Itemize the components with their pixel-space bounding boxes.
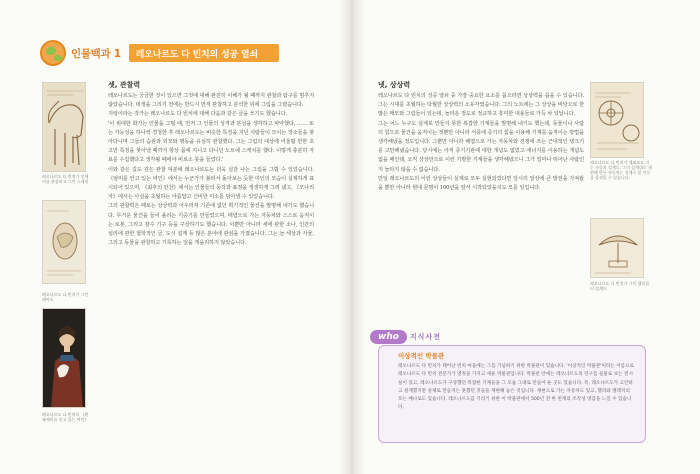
series-label: 인물백과 1	[71, 47, 121, 60]
globe-icon	[40, 40, 66, 66]
sketch-caption: 레오나르도 다 빈치가 그린 태아도	[42, 292, 89, 302]
anatomy-study-image	[42, 200, 86, 284]
heli-caption: 레오나르도 다 빈치가 그린 헬리콥터 설계도	[590, 281, 650, 291]
who-knowledge-tag	[370, 329, 441, 345]
paragraph: 이와 같은 길도 깊은 관찰 덕분에 레오나르도는 더욱 실감 나는 그림을 그릴 수 있었습니다. 《암미를 안고 있는 여인》에서는 누군가가 불러서 돌아보는 듯한 여인의 모습이 실제하게 표시되어 있으며, 《최후의 만찬》에서는 인물들의 동작과 표정을 생생하게 그려 냈고, 《모나리자》에서는 사실을 초월하는 아름답고 신비한 미소를 담아낼 수 있었습니다.	[108, 166, 314, 201]
section-title-imagination: 넷, 상상력	[378, 81, 411, 89]
who-subtitle: 지식사전	[409, 333, 441, 341]
observation-body	[108, 92, 314, 248]
chapter-title-bar	[129, 44, 279, 62]
section-title-observation: 셋, 관찰력	[108, 81, 141, 89]
quote-paragraph: '이 위대한 화가는 인물을 그릴 때, 먼저 그 인물의 성격과 본성을 생각하고 파악했다. …… 또는 가능성을 하나씩 경청한 후 레오나르도는 비슷한 특징을 지닌 사람들이 모이는 장소들을 찾아다니며 그들의 습관과 외모와 행동을 유심히 관찰했다. 그는 그림의 대상에 어울릴 만한 초고만 특징을 찾아낼 때까지 항상 몸에 지니고 다니던 노트에 스케치를 했다. 이렇게 충분히 자료를 수집했다고 생각될 때에야 비로소 붓을 들었다.'	[108, 120, 314, 164]
knowledge-box-text: 레오나르도 다 빈치가 태어난 빈치 마을에는 그를 기념하기 위한 박물관이 있습니다. '이상적인 박물관'이라는 이름으로 레오나르도 다 빈치 전문가가 열정을 가지고 세운 박물관입니다. 박물관 안에는 레오나르도의 연구를 실물로 보는 전시실이 있고, 레오나르도가 구상했던 복잡한 기계들을 그 모습 그대로 만들어 둔 곳도 있습니다. 특, 레오나르도가 고안하고 설계했지만 실제로 만들지는 못했던 것들을 재현해 놓은 것입니다. 재현으로 가는 자동차도 있고, 헬리와 엘레지의 모는 배나로도 있습니다. 레오나르도를 기리기 위한 이 박물관에서 500년 전 한 천재의 조각성 영감을 느낄 수 있습니다.	[398, 364, 634, 411]
paragraph: 레오나르도는 궁금한 것이 있으면 그것에 대해 완전히 이해가 될 때까지 관찰과 탐구를 멈추지 않았습니다. 데생을 그리기 전에는 반드시 먼저 관찰하고 분석한 뒤에 그림을 그렸습니다.	[108, 93, 314, 109]
paragraph: 레오나르도 다 빈치의 성공 열쇠 중 가장 중요한 요소를 꼽으라면 상상력을 꼽을 수 있습니다. 그는 시대를 초월하는 탁월한 상상력의 소유자였습니다. 그의 노트에는 그 상상을 바탕으로 한 많은 메모와 그림들이 있는데, 놀라운 정도로 정교하고 흥미한 내용들로 가득 차 있답니다.	[378, 93, 584, 118]
horse-caption: 레오나르도 다 빈치가 인체비를 관찰하고 그린 스케치	[42, 174, 89, 184]
imagination-body	[378, 92, 584, 193]
chapter-header	[40, 40, 279, 66]
machine-caption: 레오나르도 다 빈치가 제뢰보도 기는 자동차 설계도. 그의 설계대로 재현해 만든 자동차는 실제로 잘 이동을 움직일 수 있습니다.	[590, 160, 652, 180]
who-pill: who	[370, 330, 407, 344]
helicopter-drawing	[590, 218, 644, 278]
chapter-title: 레오나르도 다 빈치의 성공 열쇠	[135, 49, 258, 60]
knowledge-box-title: 이상적인 박물관	[398, 352, 445, 360]
paragraph: 그의 관찰력은 때로는 상상력과 어우러져 기존에 없던 획기적인 물건을 발명해 내기도 했습니다. 무거운 물건을 들어 올리는 기중기를 만들었으며, 태엽으로 가는 자동차와 스스로 움직이는 로봇, 그리고 잠수 기구 등을 구상하기도 했습니다. 이뿐만 아니라 새에 관한 소나, 인간의 심리에 관한 철학적인 글, 도시 설계 등 많은 분야에 관심을 가졌습니다. 그는 늘 세상과 사물, 그리고 동물을 관찰하고 기록하는 일을 게을리하지 않았습니다.	[108, 203, 314, 247]
lady-with-ermine-image	[42, 308, 86, 408]
paragraph: 그는 어느 누구도 실제로 만들지 못한 복잡한 기계들을 발명해 내기도 했는데, 동물이나 사람의 힘으로 물건을 움직이는 것뿐만 아니라 서풍에 증기의 힘을 이용해 기계를 움직이는 방법을 생각해냈을 정도입니다. 그뿐만 아니라 해엽으로 가는 자동차와 전쟁에 쓰는 근대적인 탱크기를 고안해냈습니다. 당시에는 아직 증기기관에 대한 개념도 없었고 에너지를 이용하는 개념도 없을 때인데, 오직 상상만으로 이런 기발한 기계들을 생각해냈으니 그가 얼마나 뛰어난 사람인지 놀라지 않을 수 없습니다.	[378, 120, 584, 173]
self-propelled-cart-drawing	[590, 82, 644, 158]
paragraph: 만일 레오나르도의 이런 상상들이 실제로 모두 실현되었다면 당시의 일상에 큰 발전을 가져왔을 뿐만 아니라 현대 문명이 100년을 앞서 시작되었을지도 모를 일입니다.	[378, 175, 584, 192]
portrait-caption: 레오나르도 다 빈치의 《흰족제비를 안고 있는 여인》	[42, 412, 89, 422]
book-gutter	[340, 0, 364, 474]
horse-anatomy-sketch-image	[42, 82, 86, 172]
paragraph: 지렁이라는 작가는 레오나르도 다 빈치에 대해 다음과 같은 글을 쓰기도 했습니다.	[108, 111, 288, 118]
